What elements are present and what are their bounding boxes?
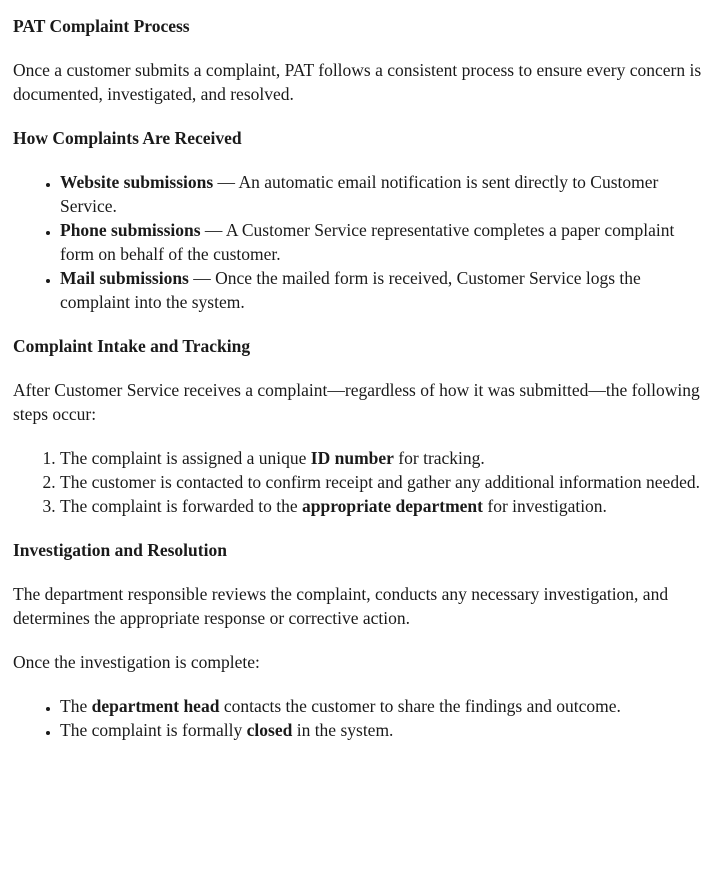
- page-title: PAT Complaint Process: [13, 16, 190, 36]
- received-heading: How Complaints Are Received: [13, 128, 242, 148]
- list-item: 3. The complaint is forwarded to the appropriate department for investigation.: [60, 494, 712, 518]
- list-item: 2. The customer is contacted to confirm receipt and gather any additional information needed.: [60, 470, 712, 494]
- list-item: 1. The complaint is assigned a unique ID number for tracking.: [60, 446, 712, 470]
- resolution-paragraph: The department responsible reviews the complaint, conducts any necessary investigation, and determines the appropriate response or corrective action.: [13, 584, 669, 628]
- intake-heading: Complaint Intake and Tracking: [13, 336, 251, 356]
- list-item: • The complaint is formally closed in the system.: [60, 718, 712, 742]
- list-item: • Mail submissions — Once the mailed form is received, Customer Service logs the complaint into the system.: [60, 266, 712, 314]
- resolution-heading: Investigation and Resolution: [13, 540, 227, 560]
- intake-paragraph: After Customer Service receives a complaint—regardless of how it was submitted—the following steps occur:: [13, 380, 700, 424]
- resolution-list: [13, 694, 712, 742]
- received-list: [13, 170, 712, 314]
- list-item: • Phone submissions — A Customer Service representative completes a paper complaint form on behalf of the customer.: [60, 218, 712, 266]
- intake-steps: [13, 446, 712, 518]
- list-item: • The department head contacts the customer to share the findings and outcome.: [60, 694, 712, 718]
- intro-paragraph: Once a customer submits a complaint, PAT follows a consistent process to ensure every concern is documented, investigated, and resolved.: [13, 60, 702, 104]
- resolution-lead: Once the investigation is complete:: [13, 652, 260, 672]
- list-item: • Website submissions — An automatic email notification is sent directly to Customer Service.: [60, 170, 712, 218]
